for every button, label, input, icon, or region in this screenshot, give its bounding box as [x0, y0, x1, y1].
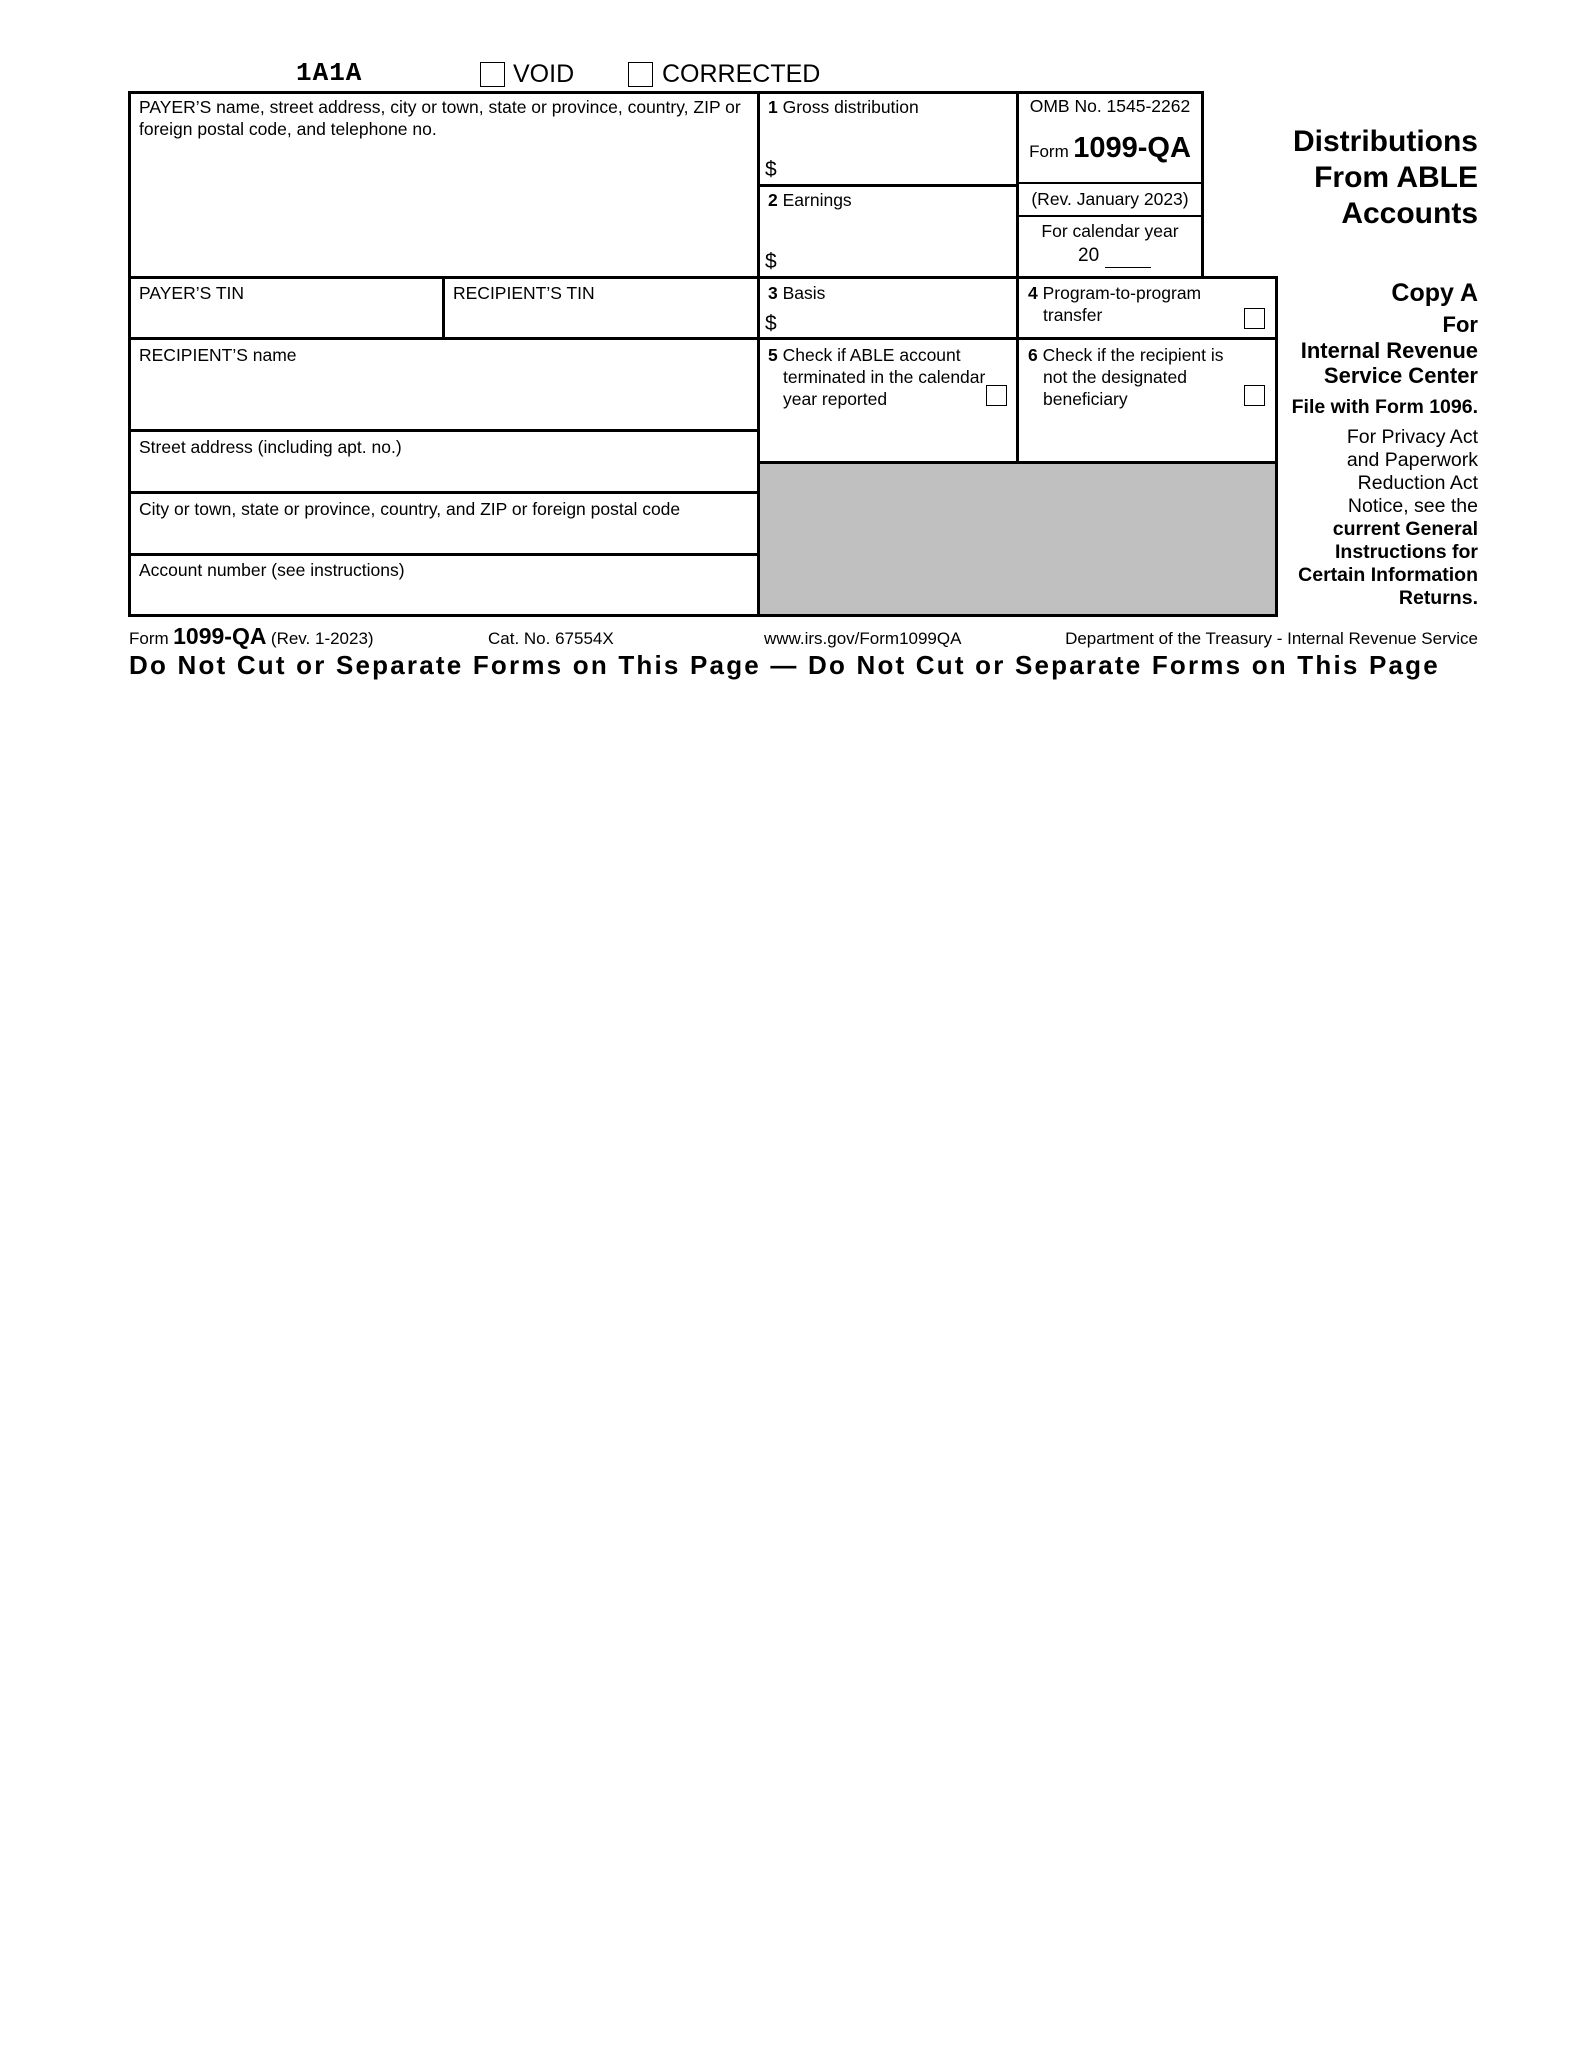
recipient-tin-label: RECIPIENT’S TIN — [453, 283, 595, 303]
box2-number: 2 — [768, 190, 778, 210]
privacy-line-5: current General — [1332, 518, 1478, 540]
footer-form-word: Form — [129, 629, 169, 648]
form-title — [1220, 124, 1478, 232]
privacy-line-8: Returns. — [1398, 587, 1478, 609]
form-revision: (Rev. January 2023) — [1031, 189, 1189, 209]
void-checkbox[interactable] — [480, 62, 505, 87]
recipient-name-field[interactable] — [131, 340, 757, 429]
divider-copy-panel — [1275, 276, 1278, 617]
account-number-field[interactable] — [131, 556, 757, 614]
form-code: 1A1A — [296, 58, 363, 88]
box3-label — [768, 282, 825, 304]
corrected-checkbox[interactable] — [628, 62, 653, 87]
footer-department: Department of the Treasury - Internal Revenue Service — [1065, 629, 1478, 648]
box4-number: 4 — [1028, 283, 1038, 303]
city-label: City or town, state or province, country, and ZIP or foreign postal code — [139, 499, 681, 519]
file-with: File with Form 1096. — [1291, 396, 1478, 418]
copy-for: For — [1442, 312, 1478, 337]
copy-label: Copy A — [1391, 279, 1478, 307]
city-field[interactable] — [131, 494, 757, 553]
year-prefix: 20 — [1078, 245, 1100, 266]
privacy-line-4: Notice, see the — [1347, 495, 1478, 517]
street-address-field[interactable] — [131, 432, 757, 491]
privacy-line-3: Reduction Act — [1357, 472, 1478, 494]
box5-text-3: year reported — [783, 389, 888, 409]
box5-text-1: Check if ABLE account — [782, 345, 961, 365]
box1-label — [768, 96, 919, 118]
title-line-3: Accounts — [1341, 197, 1478, 230]
title-line-2: From ABLE — [1314, 161, 1478, 194]
recipient-name-label: RECIPIENT’S name — [139, 345, 297, 365]
box6-text-1: Check if the recipient is — [1042, 345, 1224, 365]
payer-name-label: PAYER’S name, street address, city or town, state or province, country, ZIP or foreign postal code, and telephone no. — [139, 97, 741, 139]
box6-number: 6 — [1028, 345, 1038, 365]
privacy-line-2: and Paperwork — [1346, 449, 1478, 471]
footer-url: www.irs.gov/Form1099QA — [764, 629, 962, 648]
privacy-line-6: Instructions for — [1334, 541, 1478, 563]
not-designated-beneficiary-checkbox[interactable] — [1244, 385, 1265, 406]
divider-omb-right — [1201, 91, 1204, 278]
copy-panel — [1280, 278, 1478, 610]
box2-dollar: $ — [765, 250, 777, 273]
box4-text-1: Program-to-program — [1042, 283, 1202, 303]
border-bottom — [128, 614, 1278, 617]
box5-text-2: terminated in the calendar — [783, 367, 986, 387]
privacy-line-7: Certain Information — [1298, 564, 1478, 586]
street-address-label: Street address (including apt. no.) — [139, 437, 402, 457]
box3-number: 3 — [768, 283, 778, 303]
calendar-year-label: For calendar year — [1041, 221, 1179, 241]
corrected-label: CORRECTED — [662, 60, 821, 88]
payer-tin-label: PAYER’S TIN — [139, 283, 245, 303]
payer-name-field[interactable] — [131, 94, 757, 276]
calendar-year-input[interactable] — [1105, 267, 1151, 268]
box2-text: Earnings — [782, 190, 852, 210]
box6-text-3: beneficiary — [1043, 389, 1128, 409]
copy-irs-2: Service Center — [1323, 363, 1478, 388]
box5-number: 5 — [768, 345, 778, 365]
footer-form-id — [129, 623, 374, 650]
privacy-notice — [1280, 426, 1478, 610]
divider-box1 — [757, 184, 1019, 187]
form-number: 1099-QA — [1073, 132, 1191, 164]
box5-label — [768, 344, 985, 410]
box4-label — [1028, 282, 1201, 326]
box4-text-2: transfer — [1043, 305, 1103, 325]
title-line-1: Distributions — [1293, 125, 1478, 158]
box3-dollar: $ — [765, 312, 777, 335]
box1-text: Gross distribution — [782, 97, 919, 117]
recipient-tin-field[interactable] — [445, 279, 757, 337]
able-terminated-checkbox[interactable] — [986, 385, 1007, 406]
shaded-area — [760, 464, 1275, 614]
payer-tin-field[interactable] — [131, 279, 442, 337]
earnings-field[interactable] — [760, 212, 1016, 276]
form-word: Form — [1029, 142, 1069, 161]
privacy-line-1: For Privacy Act — [1346, 426, 1478, 448]
divider-omb-2 — [1019, 215, 1202, 217]
copy-irs-1: Internal Revenue — [1300, 338, 1478, 363]
footer-form-number: 1099-QA — [173, 623, 267, 649]
gross-distribution-field[interactable] — [760, 120, 1016, 184]
box1-dollar: $ — [765, 158, 777, 181]
void-label: VOID — [513, 60, 575, 88]
box3-text: Basis — [782, 283, 826, 303]
box6-label — [1028, 344, 1224, 410]
omb-number: OMB No. 1545-2262 — [1029, 96, 1191, 116]
divider-omb-1 — [1019, 182, 1202, 184]
box2-label — [768, 189, 852, 211]
basis-field[interactable] — [778, 305, 1016, 337]
program-transfer-checkbox[interactable] — [1244, 308, 1265, 329]
footer-cat-no: Cat. No. 67554X — [488, 629, 614, 648]
form-identifier — [1019, 132, 1201, 165]
box6-text-2: not the designated — [1043, 367, 1188, 387]
calendar-year — [1078, 245, 1099, 267]
account-number-label: Account number (see instructions) — [139, 560, 405, 580]
box1-number: 1 — [768, 97, 778, 117]
footer-revision: (Rev. 1-2023) — [270, 629, 374, 648]
do-not-cut-notice: Do Not Cut or Separate Forms on This Page — Do Not Cut or Separate Forms on This Page — [129, 650, 1440, 680]
